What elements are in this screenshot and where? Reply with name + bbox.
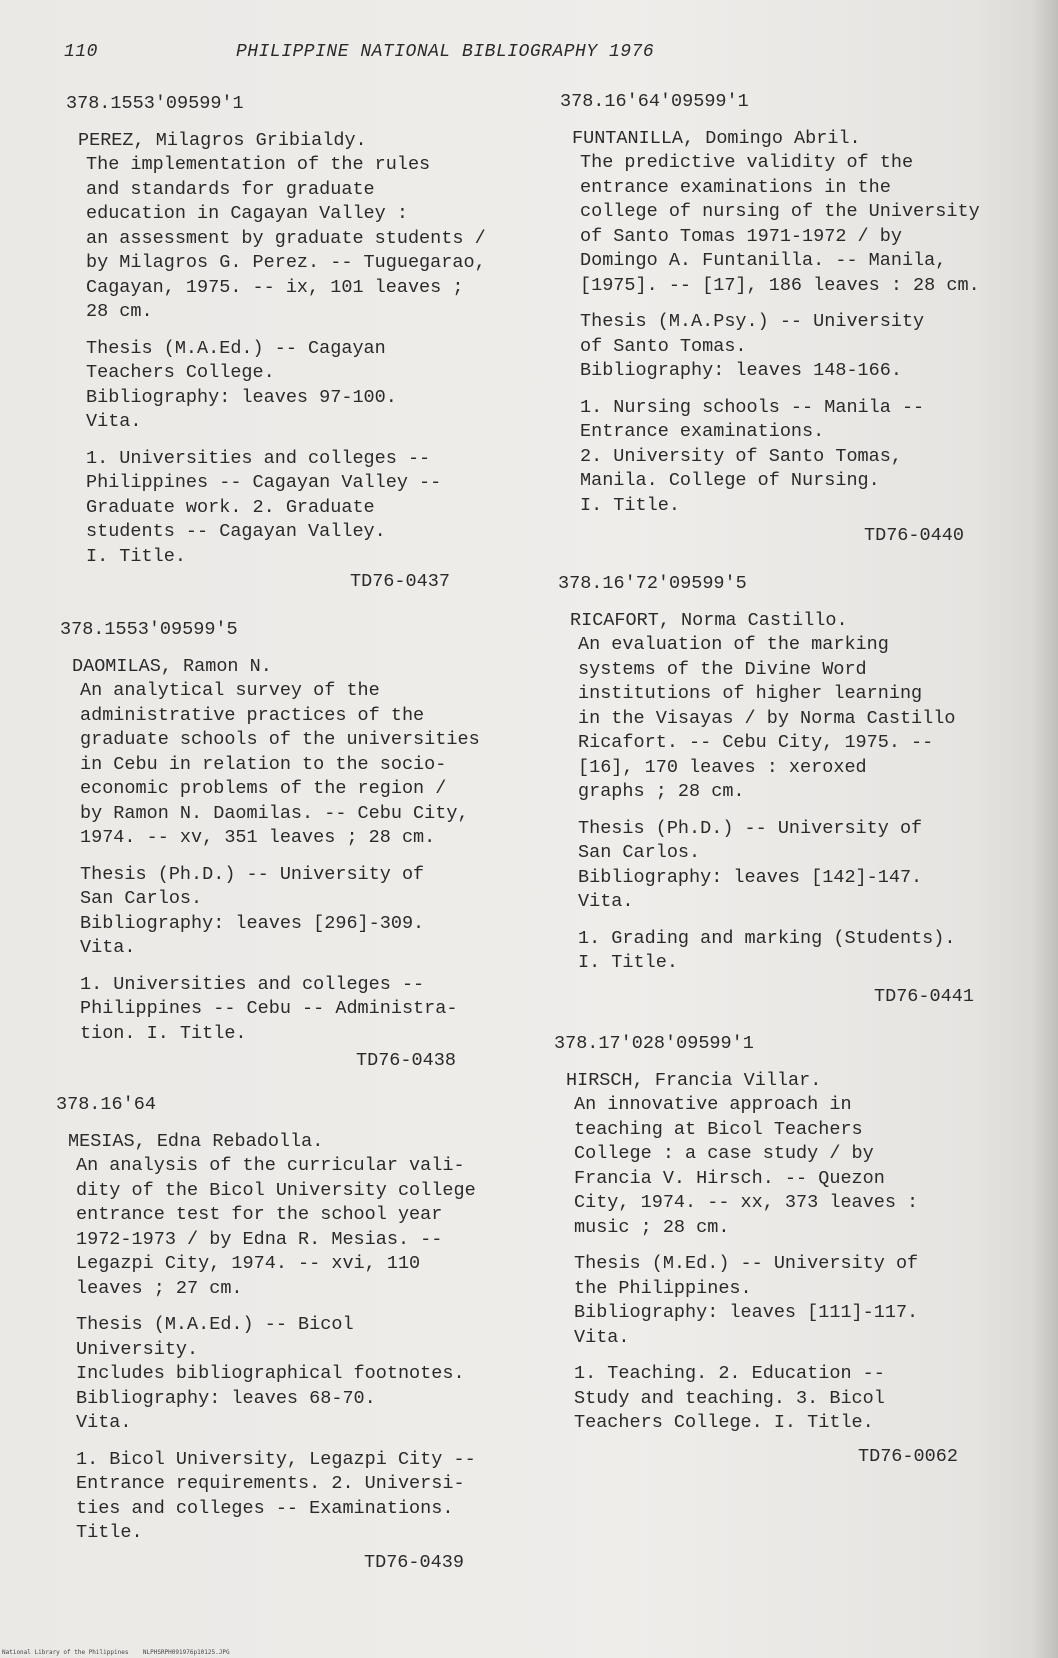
td-number: TD76-0062 <box>858 1446 958 1467</box>
title-statement-line: [16], 170 leaves : xeroxed <box>578 756 867 778</box>
title-statement-line: Domingo A. Funtanilla. -- Manila, <box>580 250 947 271</box>
page-edge-shadow <box>1032 0 1058 1658</box>
subject-tracings-line: Title. <box>76 1522 143 1543</box>
entry-body <box>558 609 955 976</box>
subject-tracings <box>68 1448 476 1546</box>
subject-tracings-line: Entrance examinations. <box>580 421 825 442</box>
subject-tracings-line: Graduate work. 2. Graduate <box>86 496 375 518</box>
title-statement <box>72 679 480 851</box>
thesis-note-line: Thesis (M.A.Ed.) -- Bicol <box>76 1314 354 1335</box>
author: FUNTANILLA, Domingo Abril. <box>572 127 861 149</box>
subject-tracings-line: Philippines -- Cebu -- Administra- <box>80 998 458 1019</box>
title-statement-line: An analytical survey of the <box>80 680 380 701</box>
title-statement-line: College : a case study / by <box>574 1143 874 1164</box>
title-statement-line: Francia V. Hirsch. -- Quezon <box>574 1167 885 1189</box>
thesis-note-line: Thesis (M.Ed.) -- University of <box>574 1253 919 1274</box>
thesis-note-line: the Philippines. <box>574 1277 752 1299</box>
call-number: 378.16'64'09599'1 <box>560 91 749 112</box>
thesis-note-line: Bibliography: leaves [296]-309. <box>80 912 425 934</box>
running-title: PHILIPPINE NATIONAL BIBLIOGRAPHY 1976 <box>236 42 655 62</box>
title-statement <box>68 1154 476 1301</box>
author: MESIAS, Edna Rebadolla. <box>68 1130 324 1152</box>
subject-tracings-line: I. Title. <box>578 952 678 973</box>
subject-tracings-line: Philippines -- Cagayan Valley -- <box>86 472 442 493</box>
subject-tracings-line: Entrance requirements. 2. Universi- <box>76 1473 465 1494</box>
title-statement-line: college of nursing of the University <box>580 201 980 222</box>
call-number: 378.17'028'09599'1 <box>554 1033 754 1054</box>
subject-tracings-line: 1. Nursing schools -- Manila -- <box>580 396 925 418</box>
title-statement-line: Ricafort. -- Cebu City, 1975. -- <box>578 732 934 753</box>
author: HIRSCH, Francia Villar. <box>566 1069 822 1091</box>
subject-tracings-line: 1. Grading and marking (Students). <box>578 927 956 949</box>
call-number: 378.16'64 <box>56 1094 156 1115</box>
title-statement-line: leaves ; 27 cm. <box>76 1277 243 1299</box>
title-statement-line: 28 cm. <box>86 301 153 322</box>
title-statement-line: entrance test for the school year <box>76 1204 443 1225</box>
thesis-note-line: San Carlos. <box>578 842 701 863</box>
thesis-note <box>566 1252 918 1350</box>
thesis-note-line: Vita. <box>86 411 142 432</box>
call-number: 378.1553'09599'1 <box>66 93 244 114</box>
subject-tracings-line: Manila. College of Nursing. <box>580 470 880 491</box>
subject-tracings-line: 1. Teaching. 2. Education -- <box>574 1363 885 1384</box>
subject-tracings-line: Teachers College. I. Title. <box>574 1412 874 1433</box>
scan-credit: National Library of the Philippines NLPHSRPH091976p10125.JPG <box>2 1649 230 1656</box>
title-statement-line: graduate schools of the universities <box>80 729 480 750</box>
title-statement-line: An innovative approach in <box>574 1094 852 1115</box>
title-statement-line: in Cebu in relation to the socio- <box>80 753 447 775</box>
thesis-note-line: Teachers College. <box>86 362 275 383</box>
subject-tracings-line: I. Title. <box>580 494 680 516</box>
subject-tracings <box>566 1362 918 1436</box>
title-statement-line: Legazpi City, 1974. -- xvi, 110 <box>76 1253 421 1274</box>
entry-body <box>56 1130 476 1546</box>
thesis-note-line: Vita. <box>80 937 136 958</box>
thesis-note-line: Thesis (Ph.D.) -- University of <box>80 863 425 885</box>
title-statement-line: [1975]. -- [17], 186 leaves : 28 cm. <box>580 274 980 296</box>
thesis-note-line: Vita. <box>574 1326 630 1348</box>
title-statement-line: 1972-1973 / by Edna R. Mesias. -- <box>76 1228 443 1250</box>
title-statement-line: administrative practices of the <box>80 704 425 726</box>
thesis-note <box>572 310 980 384</box>
title-statement-line: music ; 28 cm. <box>574 1216 730 1238</box>
bibliography-entry <box>554 1032 918 1436</box>
title-statement-line: An analysis of the curricular vali- <box>76 1155 465 1176</box>
td-number: TD76-0441 <box>874 986 974 1007</box>
title-statement-line: in the Visayas / by Norma Castillo <box>578 707 956 729</box>
subject-tracings <box>572 396 980 519</box>
thesis-note-line: Bibliography: leaves [111]-117. <box>574 1302 919 1323</box>
title-statement <box>78 153 486 325</box>
thesis-note-line: Thesis (M.A.Psy.) -- University <box>580 311 925 332</box>
call-number: 378.1553'09599'5 <box>60 619 238 640</box>
bibliography-entry <box>66 92 486 569</box>
subject-tracings <box>570 927 955 976</box>
title-statement-line: systems of the Divine Word <box>578 658 867 680</box>
title-statement-line: economic problems of the region / <box>80 778 447 799</box>
title-statement-line: graphs ; 28 cm. <box>578 781 745 802</box>
thesis-note <box>78 337 486 435</box>
title-statement-line: education in Cagayan Valley : <box>86 203 408 224</box>
subject-tracings-line: tion. I. Title. <box>80 1022 247 1044</box>
subject-tracings-line: Study and teaching. 3. Bicol <box>574 1387 885 1409</box>
td-number: TD76-0440 <box>864 525 964 546</box>
thesis-note-line: Vita. <box>578 891 634 912</box>
title-statement-line: by Milagros G. Perez. -- Tuguegarao, <box>86 252 486 273</box>
entry-body <box>60 655 480 1047</box>
title-statement-line: an assessment by graduate students / <box>86 227 486 249</box>
entry-body <box>66 129 486 570</box>
entry-body <box>554 1069 918 1436</box>
title-statement <box>566 1093 918 1240</box>
subject-tracings-line: I. Title. <box>86 545 186 567</box>
subject-tracings-line: students -- Cagayan Valley. <box>86 521 386 542</box>
thesis-note-line: Bibliography: leaves 68-70. <box>76 1387 376 1409</box>
title-statement <box>570 633 955 805</box>
td-number: TD76-0437 <box>350 571 450 592</box>
subject-tracings <box>78 447 486 570</box>
title-statement-line: dity of the Bicol University college <box>76 1179 476 1201</box>
td-number: TD76-0438 <box>356 1050 456 1071</box>
thesis-note-line: Thesis (M.A.Ed.) -- Cagayan <box>86 337 386 359</box>
entry-body <box>560 127 980 519</box>
title-statement-line: The predictive validity of the <box>580 152 914 173</box>
title-statement-line: entrance examinations in the <box>580 176 891 198</box>
thesis-note-line: of Santo Tomas. <box>580 335 747 357</box>
thesis-note-line: San Carlos. <box>80 888 203 909</box>
title-statement-line: City, 1974. -- xx, 373 leaves : <box>574 1192 919 1213</box>
thesis-note-line: Thesis (Ph.D.) -- University of <box>578 817 923 839</box>
title-statement-line: institutions of higher learning <box>578 683 923 704</box>
title-statement <box>572 151 980 298</box>
thesis-note-line: University. <box>76 1338 199 1360</box>
subject-tracings-line: 1. Universities and colleges -- <box>80 973 425 995</box>
title-statement-line: 1974. -- xv, 351 leaves ; 28 cm. <box>80 827 436 848</box>
bibliography-entry <box>60 618 480 1046</box>
title-statement-line: and standards for graduate <box>86 178 375 200</box>
title-statement-line: of Santo Tomas 1971-1972 / by <box>580 225 902 247</box>
thesis-note <box>72 863 480 961</box>
title-statement-line: An evaluation of the marking <box>578 634 889 655</box>
td-number: TD76-0439 <box>364 1552 464 1573</box>
subject-tracings-line: 1. Bicol University, Legazpi City -- <box>76 1448 476 1470</box>
page-number: 110 <box>64 42 98 62</box>
bibliography-entry <box>560 90 980 518</box>
title-statement-line: The implementation of the rules <box>86 154 431 175</box>
author: PEREZ, Milagros Gribialdy. <box>78 129 367 151</box>
thesis-note-line: Includes bibliographical footnotes. <box>76 1363 465 1384</box>
thesis-note-line: Bibliography: leaves 97-100. <box>86 386 397 408</box>
author: RICAFORT, Norma Castillo. <box>570 609 848 631</box>
thesis-note <box>68 1313 476 1436</box>
thesis-note-line: Bibliography: leaves 148-166. <box>580 360 902 381</box>
author: DAOMILAS, Ramon N. <box>72 655 272 677</box>
title-statement-line: by Ramon N. Daomilas. -- Cebu City, <box>80 802 469 824</box>
subject-tracings-line: 1. Universities and colleges -- <box>86 447 431 469</box>
thesis-note-line: Bibliography: leaves [142]-147. <box>578 866 923 888</box>
subject-tracings <box>72 973 480 1047</box>
call-number: 378.16'72'09599'5 <box>558 573 747 594</box>
bibliography-entry <box>558 572 955 976</box>
subject-tracings-line: ties and colleges -- Examinations. <box>76 1497 454 1519</box>
bibliography-entry <box>56 1093 476 1546</box>
title-statement-line: teaching at Bicol Teachers <box>574 1118 863 1140</box>
title-statement-line: Cagayan, 1975. -- ix, 101 leaves ; <box>86 276 464 298</box>
subject-tracings-line: 2. University of Santo Tomas, <box>580 445 902 467</box>
thesis-note-line: Vita. <box>76 1412 132 1433</box>
thesis-note <box>570 817 955 915</box>
